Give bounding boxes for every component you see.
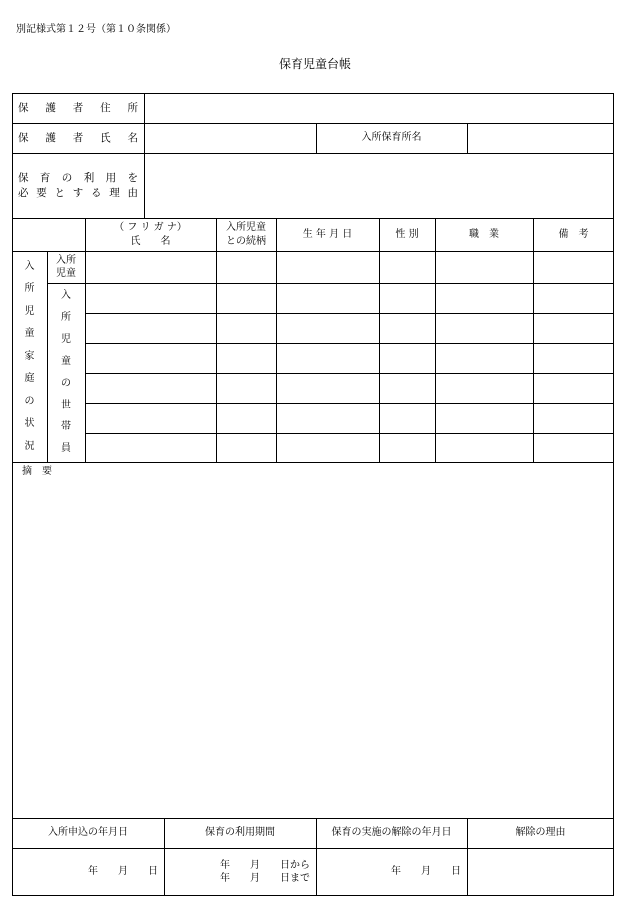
summary-label: 摘 要 bbox=[22, 466, 52, 478]
header-birthdate: 生 年 月 日 bbox=[302, 228, 353, 240]
cancel-reason-label: 解除の理由 bbox=[515, 827, 566, 839]
period-to: 年 月 日まで bbox=[220, 873, 310, 884]
usage-period-label: 保育の利用期間 bbox=[205, 827, 275, 839]
enrolled-child-label: 入所 児童 bbox=[56, 254, 76, 279]
guardian-name-field[interactable] bbox=[145, 124, 315, 153]
application-date-label: 入所申込の年月日 bbox=[48, 827, 128, 839]
header-full-name: 氏 名 bbox=[130, 235, 171, 247]
household-status-label: 入 所 児 童 家 庭 の 状 況 bbox=[24, 260, 35, 452]
summary-field[interactable] bbox=[13, 482, 613, 816]
nursery-name-field[interactable] bbox=[468, 124, 613, 153]
header-furigana: （ フ リ ガ ナ） bbox=[114, 222, 187, 233]
household-members-label: 入 所 児 童 の 世 帯 員 bbox=[61, 290, 71, 455]
application-date-field[interactable]: 年 月 日 bbox=[88, 866, 158, 878]
reason-field[interactable] bbox=[145, 154, 613, 218]
cancel-date-field[interactable]: 年 月 日 bbox=[391, 866, 461, 878]
cancel-date-label: 保育の実施の解除の年月日 bbox=[331, 827, 452, 839]
header-gender: 性 別 bbox=[395, 228, 419, 240]
usage-period-field[interactable] bbox=[164, 848, 316, 896]
reason-label: 保 育 の 利 用 を 必 要 と す る 理 由 bbox=[18, 172, 138, 199]
guardian-address-label: 保 護 者 住 所 bbox=[18, 101, 138, 114]
nursery-name-label: 入所保育所名 bbox=[361, 132, 422, 144]
header-relation: 入所児童 との続柄 bbox=[226, 222, 266, 247]
header-remarks: 備 考 bbox=[558, 228, 589, 240]
cancel-reason-field[interactable] bbox=[468, 849, 613, 895]
header-occupation: 職 業 bbox=[469, 228, 499, 240]
document-title: 保育児童台帳 bbox=[278, 57, 351, 71]
form-number: 別記様式第１２号（第１０条関係） bbox=[16, 24, 176, 35]
header-name bbox=[85, 218, 216, 251]
period-from: 年 月 日から bbox=[220, 859, 310, 871]
guardian-address-field[interactable] bbox=[145, 94, 613, 123]
guardian-name-label: 保 護 者 氏 名 bbox=[18, 131, 138, 144]
